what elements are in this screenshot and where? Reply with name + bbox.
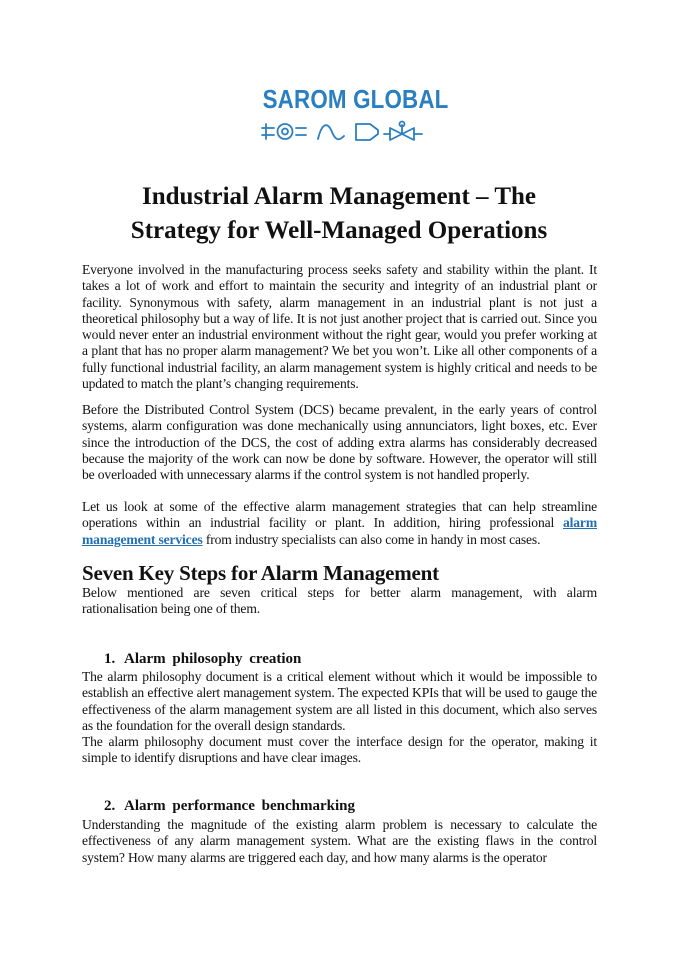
step-2-title: Alarm performance benchmarking xyxy=(124,798,355,814)
valve-icon xyxy=(384,122,422,141)
step-2-heading xyxy=(104,797,355,815)
section-heading: Seven Key Steps for Alarm Management xyxy=(82,561,439,585)
title-line-1: Industrial Alarm Management – The xyxy=(142,183,536,210)
step-1-paragraph-1: The alarm philosophy document is a critical element without which it would be impossible to establish an effective alert management system. The expected KPIs that will be used to gauge the effectiveness of the alarm management system are all listed in this document, which also serves as the foundation for the overall design standards. xyxy=(82,669,597,733)
step-1-heading xyxy=(104,650,301,668)
logo-icons xyxy=(258,120,424,144)
step-1-number: 1. xyxy=(104,651,116,667)
pump-icon xyxy=(262,124,306,139)
page-title xyxy=(60,180,618,248)
intro-p3-text-before: Let us look at some of the effective alarm management strategies that can help streamline operations within an industrial facility or plant. In addition, hiring professional xyxy=(82,499,597,531)
intro-paragraph-2: Before the Distributed Control System (DCS) became prevalent, in the early years of control systems, alarm configuration was done mechanically using annunciators, light boxes, etc. Ever since the introduction of the DCS, the cost of adding extra alarms has considerably decreased because the majority of the work can now be done by software. However, the operator will still be overloaded with unnecessary alarms if the control system is not handled properly. xyxy=(82,402,597,483)
reducer-icon xyxy=(356,124,378,140)
logo-text: SAROM GLOBAL xyxy=(262,84,449,114)
title-line-2: Strategy for Well-Managed Operations xyxy=(130,217,548,244)
intro-paragraph-1: Everyone involved in the manufacturing process seeks safety and stability within the plant. It takes a lot of work and effort to maintain the security and integrity of an industrial plant or facility. Synonymous with safety, alarm management in an industrial plant is not just a theoretical philosophy but a way of life. It is not just another project that is carried out. Since you would never enter an industrial environment without the right gear, would you prefer working at a plant that has no proper alarm management? We bet you won’t. Like all other components of a fully functional industrial facility, an alarm management system is highly critical and needs to be updated to match the plant’s changing requirements. xyxy=(82,262,597,392)
step-2-number: 2. xyxy=(104,798,116,814)
step-2-paragraph-1: Understanding the magnitude of the existing alarm problem is necessary to calculate the effectiveness of any alarm management system. What are the existing flaws in the control system? How many alarms are triggered each day, and how many alarms is the operator xyxy=(82,817,597,865)
step-1-paragraph-2: The alarm philosophy document must cover the interface design for the operator, making it simple to identify disruptions and have clear images. xyxy=(82,734,597,766)
company-logo xyxy=(250,84,449,115)
section-lead-paragraph: Below mentioned are seven critical steps for better alarm management, with alarm rationalisation being one of them. xyxy=(82,585,597,617)
intro-paragraph-3 xyxy=(82,499,597,548)
wave-icon xyxy=(318,125,344,139)
alarm-management-services-link[interactable]: alarm management services xyxy=(82,515,597,547)
intro-p3-text-after: from industry specialists can also come in handy in most cases. xyxy=(202,531,541,547)
step-1-title: Alarm philosophy creation xyxy=(124,651,302,667)
